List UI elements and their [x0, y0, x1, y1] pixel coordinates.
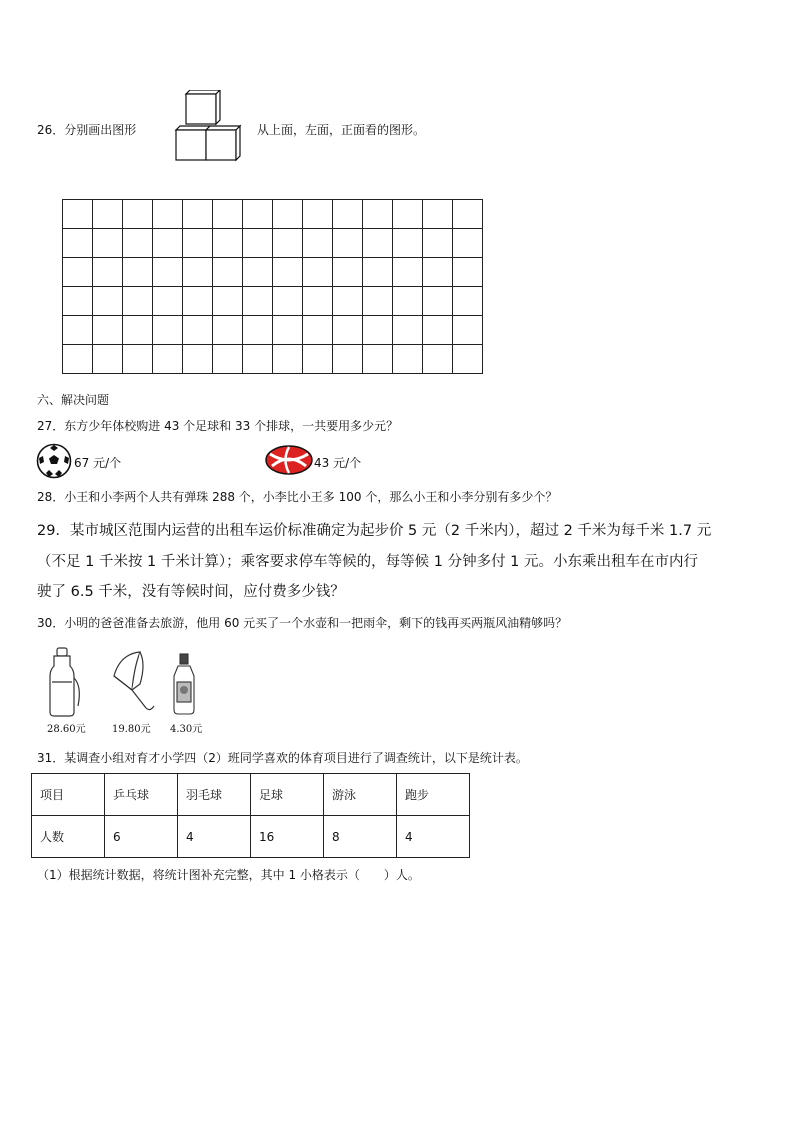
grid-cell[interactable] — [363, 229, 393, 258]
table-cell: 16 — [251, 816, 324, 858]
grid-cell[interactable] — [93, 287, 123, 316]
grid-cell[interactable] — [153, 258, 183, 287]
grid-cell[interactable] — [363, 345, 393, 374]
grid-cell[interactable] — [273, 287, 303, 316]
grid-cell[interactable] — [453, 258, 483, 287]
grid-cell[interactable] — [453, 229, 483, 258]
grid-cell[interactable] — [153, 345, 183, 374]
grid-cell[interactable] — [63, 229, 93, 258]
table-cell: 人数 — [32, 816, 105, 858]
table-header-cell: 羽毛球 — [178, 774, 251, 816]
q29-line2: （不足 1 千米按 1 千米计算）；乘客要求停车等候的，每等候 1 分钟多付 1 元。小东乘出租车在市内行 — [37, 554, 699, 570]
grid-cell[interactable] — [393, 345, 423, 374]
grid-cell[interactable] — [423, 229, 453, 258]
oil-bottle-price: 4.30元 — [170, 724, 203, 735]
grid-cell[interactable] — [213, 287, 243, 316]
grid-cell[interactable] — [363, 200, 393, 229]
grid-cell[interactable] — [183, 316, 213, 345]
table-header-cell: 跑步 — [397, 774, 470, 816]
grid-cell[interactable] — [183, 229, 213, 258]
grid-cell[interactable] — [93, 200, 123, 229]
grid-cell[interactable] — [423, 287, 453, 316]
grid-cell[interactable] — [273, 345, 303, 374]
q29-line3: 驶了 6.5 千米，没有等候时间，应付费多少钱？ — [37, 584, 345, 600]
table-header-cell: 项目 — [32, 774, 105, 816]
grid-cell[interactable] — [153, 229, 183, 258]
grid-cell[interactable] — [183, 258, 213, 287]
q28-text: 28．小王和小李两个人共有弹珠 288 个，小李比小王多 100 个，那么小王和小李分别有多少个？ — [37, 490, 558, 504]
grid-cell[interactable] — [243, 229, 273, 258]
grid-cell[interactable] — [333, 200, 363, 229]
drawing-grid[interactable] — [62, 199, 483, 374]
grid-cell[interactable] — [333, 258, 363, 287]
table-cell: 4 — [178, 816, 251, 858]
football-price: 67 元/个 — [74, 456, 122, 470]
grid-cell[interactable] — [393, 258, 423, 287]
football-icon — [36, 443, 72, 479]
grid-cell[interactable] — [243, 258, 273, 287]
grid-cell[interactable] — [183, 345, 213, 374]
grid-cell[interactable] — [213, 229, 243, 258]
grid-cell[interactable] — [63, 316, 93, 345]
table-row — [32, 774, 470, 816]
kettle-price: 28.60元 — [47, 724, 86, 735]
grid-row — [63, 258, 483, 287]
table-cell: 8 — [324, 816, 397, 858]
oil-bottle-icon — [170, 652, 198, 716]
grid-cell[interactable] — [333, 345, 363, 374]
grid-cell[interactable] — [423, 345, 453, 374]
grid-cell[interactable] — [123, 229, 153, 258]
grid-cell[interactable] — [123, 316, 153, 345]
grid-row — [63, 229, 483, 258]
grid-cell[interactable] — [273, 258, 303, 287]
grid-cell[interactable] — [243, 345, 273, 374]
grid-cell[interactable] — [63, 258, 93, 287]
umbrella-price: 19.80元 — [112, 724, 151, 735]
grid-cell[interactable] — [123, 200, 153, 229]
grid-cell[interactable] — [453, 316, 483, 345]
grid-cell[interactable] — [303, 258, 333, 287]
grid-cell[interactable] — [153, 316, 183, 345]
section-title: 六、解决问题 — [37, 393, 110, 407]
grid-cell[interactable] — [333, 316, 363, 345]
grid-cell[interactable] — [303, 287, 333, 316]
grid-cell[interactable] — [63, 200, 93, 229]
grid-cell[interactable] — [303, 345, 333, 374]
grid-cell[interactable] — [273, 316, 303, 345]
table-cell: 4 — [397, 816, 470, 858]
grid-cell[interactable] — [393, 316, 423, 345]
grid-cell[interactable] — [303, 316, 333, 345]
q29-line1: 29．某市城区范围内运营的出租车运价标准确定为起步价 5 元（2 千米内），超过 2 千米为每千米 1.7 元 — [37, 523, 712, 539]
grid-cell[interactable] — [243, 200, 273, 229]
cube-stack-figure — [172, 90, 244, 162]
q26-tail: 从上面，左面，正面看的图形。 — [257, 123, 426, 137]
grid-row — [63, 287, 483, 316]
grid-cell[interactable] — [123, 287, 153, 316]
umbrella-icon — [110, 650, 156, 714]
grid-cell[interactable] — [93, 345, 123, 374]
grid-cell[interactable] — [453, 345, 483, 374]
grid-cell[interactable] — [273, 229, 303, 258]
grid-cell[interactable] — [363, 316, 393, 345]
grid-cell[interactable] — [363, 287, 393, 316]
grid-cell[interactable] — [333, 229, 363, 258]
grid-row — [63, 316, 483, 345]
grid-cell[interactable] — [423, 200, 453, 229]
grid-cell[interactable] — [123, 258, 153, 287]
table-cell: 6 — [105, 816, 178, 858]
table-header-cell: 乒乓球 — [105, 774, 178, 816]
table-row — [32, 816, 470, 858]
grid-cell[interactable] — [243, 316, 273, 345]
grid-cell[interactable] — [93, 229, 123, 258]
grid-cell[interactable] — [423, 258, 453, 287]
grid-cell[interactable] — [213, 200, 243, 229]
statistics-table — [31, 773, 470, 858]
q27-text: 27．东方少年体校购进 43 个足球和 33 个排球，一共要用多少元？ — [37, 419, 399, 433]
grid-cell[interactable] — [153, 200, 183, 229]
grid-row — [63, 345, 483, 374]
grid-cell[interactable] — [273, 200, 303, 229]
grid-cell[interactable] — [243, 287, 273, 316]
grid-cell[interactable] — [153, 287, 183, 316]
grid-cell[interactable] — [213, 345, 243, 374]
volleyball-icon — [264, 444, 314, 476]
grid-cell[interactable] — [453, 200, 483, 229]
q31-sub1: （1）根据统计数据，将统计图补充完整，其中 1 小格表示（ ）人。 — [37, 868, 420, 882]
q30-text: 30．小明的爸爸准备去旅游，他用 60 元买了一个水壶和一把雨伞，剩下的钱再买两瓶风油精够吗？ — [37, 616, 568, 630]
grid-cell[interactable] — [213, 316, 243, 345]
table-header-cell: 游泳 — [324, 774, 397, 816]
table-header-cell: 足球 — [251, 774, 324, 816]
grid-cell[interactable] — [393, 200, 423, 229]
grid-cell[interactable] — [63, 287, 93, 316]
grid-cell[interactable] — [183, 200, 213, 229]
grid-cell[interactable] — [123, 345, 153, 374]
grid-cell[interactable] — [393, 229, 423, 258]
grid-cell[interactable] — [213, 258, 243, 287]
grid-cell[interactable] — [453, 287, 483, 316]
grid-cell[interactable] — [93, 316, 123, 345]
volleyball-price: 43 元/个 — [314, 456, 362, 470]
q31-text: 31．某调查小组对育才小学四（2）班同学喜欢的体育项目进行了调查统计，以下是统计表。 — [37, 751, 528, 765]
grid-cell[interactable] — [63, 345, 93, 374]
grid-cell[interactable] — [183, 287, 213, 316]
grid-cell[interactable] — [393, 287, 423, 316]
grid-cell[interactable] — [93, 258, 123, 287]
kettle-icon — [44, 646, 84, 718]
grid-cell[interactable] — [303, 200, 333, 229]
grid-cell[interactable] — [303, 229, 333, 258]
grid-cell[interactable] — [423, 316, 453, 345]
q26-lead: 26．分别画出图形 — [37, 123, 137, 137]
grid-cell[interactable] — [333, 287, 363, 316]
grid-row — [63, 200, 483, 229]
grid-cell[interactable] — [363, 258, 393, 287]
